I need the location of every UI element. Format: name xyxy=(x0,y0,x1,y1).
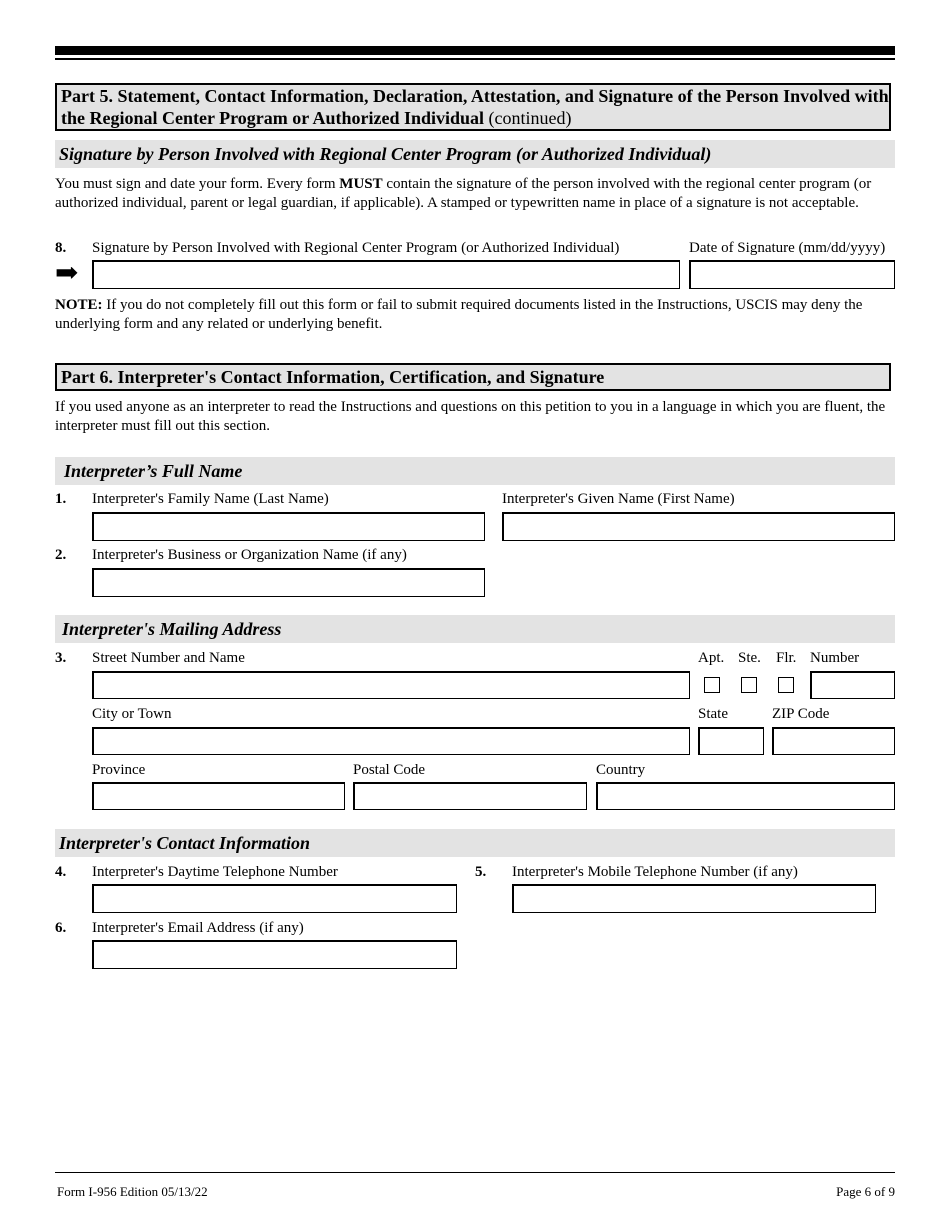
note-label: NOTE: xyxy=(55,297,103,313)
email-input[interactable] xyxy=(92,940,457,969)
signature-section-heading: Signature by Person Involved with Regional Center Program (or Authorized Individual) xyxy=(55,140,895,168)
part6-header xyxy=(55,363,891,391)
business-name-input[interactable] xyxy=(92,568,485,597)
date-of-signature-field[interactable] xyxy=(689,260,895,289)
apt-label: Apt. xyxy=(698,650,725,666)
flr-label: Flr. xyxy=(776,650,797,666)
country-input[interactable] xyxy=(596,782,895,810)
signature-instructions: You must sign and date your form. Every form MUST contain the signature of the person involved with the regional center program (or authorized individual, parent or legal guardian, if applicable). A stamped or typewritten name in place of a signature is not acceptable. xyxy=(55,176,872,211)
given-name-label: Interpreter's Given Name (First Name) xyxy=(502,491,735,507)
signature-label: Signature by Person Involved with Regional Center Program (or Authorized Individual) xyxy=(92,240,620,256)
arrow-icon: ➡ xyxy=(55,258,79,289)
footer-rule xyxy=(55,1172,895,1173)
family-name-input[interactable] xyxy=(92,512,485,541)
daytime-phone-input[interactable] xyxy=(92,884,457,913)
signature-field[interactable] xyxy=(92,260,680,289)
top-rule-thick xyxy=(55,46,895,55)
part6-intro: If you used anyone as an interpreter to read the Instructions and questions on this petition to you in a language in which you are fluent, the interpreter must fill out this section. xyxy=(55,399,886,434)
mobile-phone-input[interactable] xyxy=(512,884,876,913)
postal-code-label: Postal Code xyxy=(353,762,426,778)
item-3-number: 3. xyxy=(55,650,67,666)
city-input[interactable] xyxy=(92,727,690,755)
ste-label: Ste. xyxy=(738,650,761,666)
street-label: Street Number and Name xyxy=(92,650,245,666)
zip-input[interactable] xyxy=(772,727,895,755)
city-label: City or Town xyxy=(92,706,172,722)
note: NOTE: If you do not completely fill out this form or fail to submit required documents listed in the Instructions, USCIS may deny the underlying form and any related or underlying benefit. xyxy=(55,297,863,332)
form-edition: Form I-956 Edition 05/13/22 xyxy=(57,1184,208,1199)
flr-checkbox[interactable] xyxy=(778,677,794,693)
apt-checkbox[interactable] xyxy=(704,677,720,693)
zip-label: ZIP Code xyxy=(772,706,830,722)
province-label: Province xyxy=(92,762,146,778)
mobile-phone-label: Interpreter's Mobile Telephone Number (if any) xyxy=(512,864,798,880)
item-5-number: 5. xyxy=(475,864,487,880)
country-label: Country xyxy=(596,762,646,778)
part5-title: Part 5. Statement, Contact Information, Declaration, Attestation, and Signature of the Person Involved with the Regional Center Program or Authorized Individual xyxy=(61,86,889,128)
state-select[interactable] xyxy=(698,727,764,755)
contact-info-heading: Interpreter's Contact Information xyxy=(55,829,895,857)
mailing-address-heading: Interpreter's Mailing Address xyxy=(55,615,895,643)
apt-number-input[interactable] xyxy=(810,671,895,699)
item-4-number: 4. xyxy=(55,864,67,880)
street-input[interactable] xyxy=(92,671,690,699)
email-label: Interpreter's Email Address (if any) xyxy=(92,920,304,936)
daytime-phone-label: Interpreter's Daytime Telephone Number xyxy=(92,864,338,880)
postal-code-input[interactable] xyxy=(353,782,587,810)
part5-header xyxy=(55,83,891,131)
full-name-heading: Interpreter’s Full Name xyxy=(55,457,895,485)
page-number: Page 6 of 9 xyxy=(836,1184,895,1199)
item-2-number: 2. xyxy=(55,547,67,563)
item-6-number: 6. xyxy=(55,920,67,936)
ste-checkbox[interactable] xyxy=(741,677,757,693)
family-name-label: Interpreter's Family Name (Last Name) xyxy=(92,491,329,507)
province-input[interactable] xyxy=(92,782,345,810)
given-name-input[interactable] xyxy=(502,512,895,541)
date-of-signature-label: Date of Signature (mm/dd/yyyy) xyxy=(689,240,886,256)
part6-title: Part 6. Interpreter's Contact Information, Certification, and Signature xyxy=(61,367,605,387)
state-label: State xyxy=(698,706,728,722)
business-name-label: Interpreter's Business or Organization Name (if any) xyxy=(92,547,407,563)
number-label: Number xyxy=(810,650,860,666)
top-rule-thin xyxy=(55,58,895,60)
item-8-number: 8. xyxy=(55,240,67,256)
item-1-number: 1. xyxy=(55,491,67,507)
part5-continued: (continued) xyxy=(488,108,572,128)
